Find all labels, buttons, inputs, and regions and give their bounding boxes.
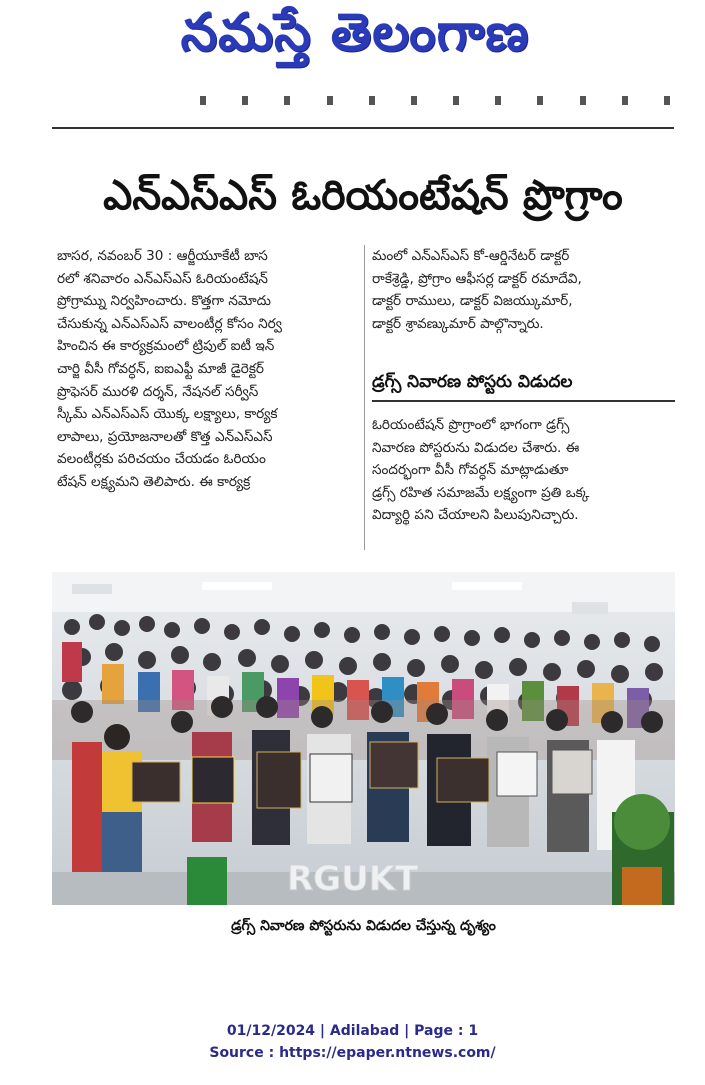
article-line: బాసర, నవంబర్ 30 : ఆర్జీయూకేటీ బాస [57, 248, 268, 264]
event-photo [52, 572, 675, 905]
article-line: హించిన ఈ కార్యక్రమంలో ట్రిపుల్ ఐటీ ఇన్ [57, 338, 275, 355]
column-divider [364, 245, 365, 550]
top-divider [52, 127, 674, 129]
cropped-text-strip [200, 96, 670, 108]
photo-illustration [52, 572, 675, 905]
article-line: మంలో ఎన్ఎస్ఎస్ కో-ఆర్డినేటర్ డాక్టర్ [372, 248, 570, 264]
article-line: రాకేశ్రెడ్డి, ప్రోగ్రాం ఆఫీసర్ల డాక్టర్ రమాదేవి, [372, 270, 582, 287]
article-subheading: డ్రగ్స్ నివారణ పోస్టరు విడుదల [372, 372, 573, 392]
article-line: సందర్భంగా వీసీ గోవర్ధన్ మాట్లాడుతూ [372, 462, 569, 479]
article-line: చార్జి వీసీ గోవర్ధన్, ఐఐఎఫ్టీ మాజీ డైరెక్టర్ [57, 360, 264, 377]
article-line: డాక్టర్ శ్రావణ్కుమార్ పాల్గొన్నారు. [372, 315, 544, 332]
article-line: చేసుకున్న ఎన్ఎస్ఎస్ వాలంటీర్ల కోసం నిర్వ [57, 315, 282, 332]
masthead-title: నమస్తే తెలంగాణ [180, 2, 530, 63]
article-line: వలంటీర్లకు పరిచయం చేయడం ఓరియం [57, 451, 266, 468]
article-left-column [57, 245, 357, 494]
article-right-column-continued [372, 414, 675, 527]
page-footer [0, 1020, 705, 1064]
article-line: డ్రగ్స్ రహిత సమాజమే లక్ష్యంగా ప్రతి ఒక్క [372, 484, 590, 501]
article-line: నివారణ పోస్టరును విడుదల చేశారు. ఈ [372, 439, 580, 456]
article-line: ప్రొఫెసర్ మురళి దర్శన్, నేషనల్ సర్వీస్ [57, 383, 259, 400]
source-line: Source : https://epaper.ntnews.com/ [209, 1045, 496, 1061]
subheading-divider [372, 400, 675, 402]
edition-meta: 01/12/2024 | Adilabad | Page : 1 [226, 1023, 479, 1039]
article-line: డాక్టర్ రాములు, డాక్టర్ విజయ్కుమార్, [372, 293, 573, 310]
article-line: టేషన్ లక్ష్యమని తెలిపారు. ఈ కార్యక్ర [57, 473, 251, 490]
article-line: విద్యార్థి పని చేయాలని పిలుపునిచ్చారు. [372, 507, 579, 524]
article-headline: ఎన్ఎస్ఎస్ ఓరియంటేషన్ ప్రొగ్రాం [103, 171, 623, 219]
article-line: స్కీమ్ ఎన్ఎస్ఎస్ యొక్క లక్ష్యాలు, కార్యక [57, 406, 278, 423]
photo-caption: డ్రగ్స్ నివారణ పోస్టరును విడుదల చేస్తున్న దృశ్యం [231, 918, 496, 934]
article-right-column [372, 245, 675, 335]
article-line: ప్రోగ్రామ్ను నిర్వహించారు. కొత్తగా నమోదు [57, 293, 271, 310]
stage-letters: RGUKT [287, 859, 419, 899]
article-line: ఓరియంటేషన్ ప్రొగ్రాంలో భాగంగా డ్రగ్స్ [372, 417, 570, 433]
article-line: రలో శనివారం ఎన్ఎస్ఎస్ ఓరియంటేషన్ [57, 270, 268, 287]
masthead-logo [150, 4, 560, 74]
article-line: లాపాలు, ప్రయోజనాలతో కొత్త ఎన్ఎస్ఎస్ [57, 428, 273, 445]
